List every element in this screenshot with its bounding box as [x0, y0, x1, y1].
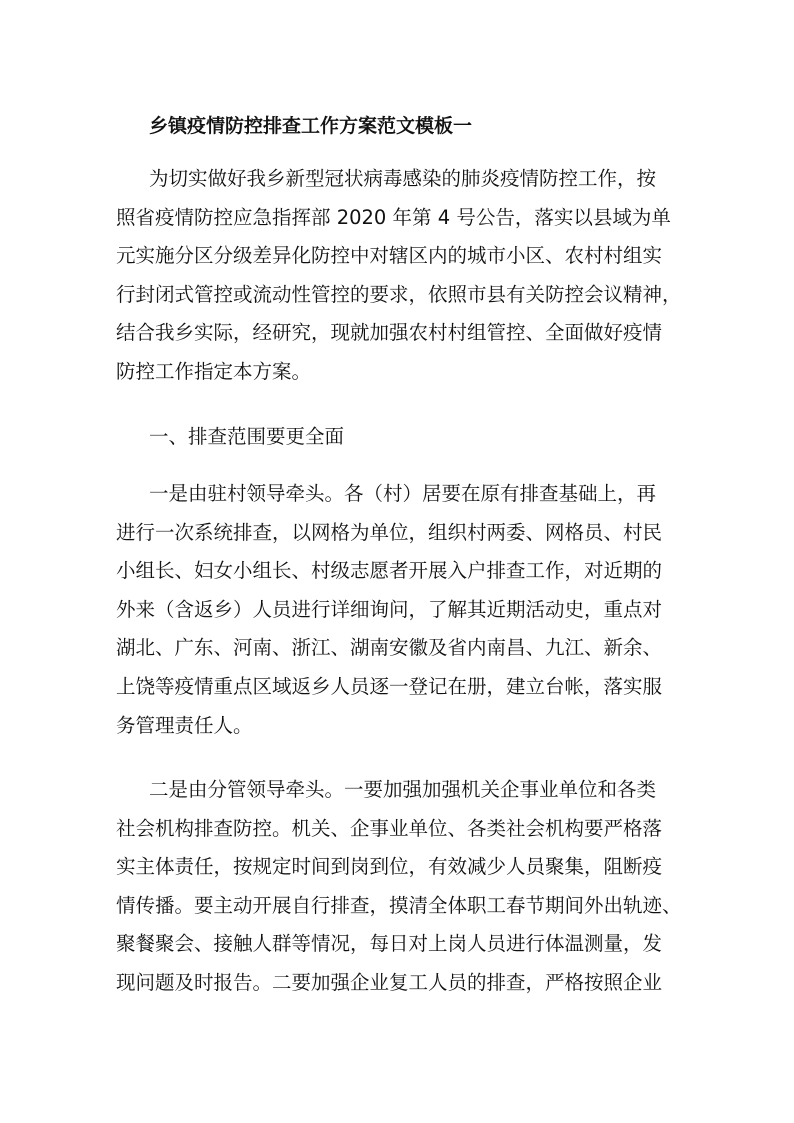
text-line: 二是由分管领导牵头。一要加强加强机关企事业单位和各类 [149, 778, 657, 801]
paragraph-division-leaders [116, 771, 688, 1003]
text-line: 聚餐聚会、接触人群等情况，每日对上岗人员进行体温测量，发 [116, 932, 663, 956]
text-line: 照省疫情防控应急指挥部 2020 年第 4 号公告，落实以县域为单 [116, 205, 671, 229]
text-line: 一是由驻村领导牵头。各（村）居要在原有排查基础上，再 [149, 482, 657, 505]
text-line: 行封闭式管控或流动性管控的要求，依照市县有关防控会议精神， [116, 282, 682, 306]
text-line: 结合我乡实际，经研究，现就加强农村村组管控、全面做好疫情 [116, 321, 663, 345]
text-line: 外来（含返乡）人员进行详细询问，了解其近期活动史，重点对 [116, 597, 663, 621]
section-heading: 一、排查范围要更全面 [149, 425, 345, 448]
paragraph-intro [116, 160, 688, 392]
text-line: 进行一次系统排查，以网格为单位，组织村两委、网格员、村民 [116, 520, 663, 544]
text-line: 实主体责任，按规定时间到岗到位，有效减少人员聚集，阻断疫 [116, 855, 663, 879]
text-line: 防控工作指定本方案。 [116, 359, 312, 383]
text-line: 为切实做好我乡新型冠状病毒感染的肺炎疫情防控工作，按 [149, 167, 657, 190]
text-line: 现问题及时报告。二要加强企业复工人员的排查，严格按照企业 [116, 970, 663, 994]
paragraph-village-leaders [116, 475, 688, 745]
text-line: 务管理责任人。 [116, 713, 253, 737]
text-line: 上饶等疫情重点区域返乡人员逐一登记在册，建立台帐，落实服 [116, 674, 663, 698]
text-line: 湖北、广东、河南、浙江、湖南安徽及省内南昌、九江、新余、 [116, 636, 663, 660]
text-line: 情传播。要主动开展自行排查，摸清全体职工春节期间外出轨迹、 [116, 893, 682, 917]
document-title: 乡镇疫情防控排查工作方案范文模板一 [149, 115, 473, 137]
text-line: 小组长、妇女小组长、村级志愿者开展入户排查工作，对近期的 [116, 559, 663, 583]
text-line: 元实施分区分级差异化防控中对辖区内的城市小区、农村村组实 [116, 244, 663, 268]
text-line: 社会机构排查防控。机关、企事业单位、各类社会机构要严格落 [116, 816, 663, 840]
